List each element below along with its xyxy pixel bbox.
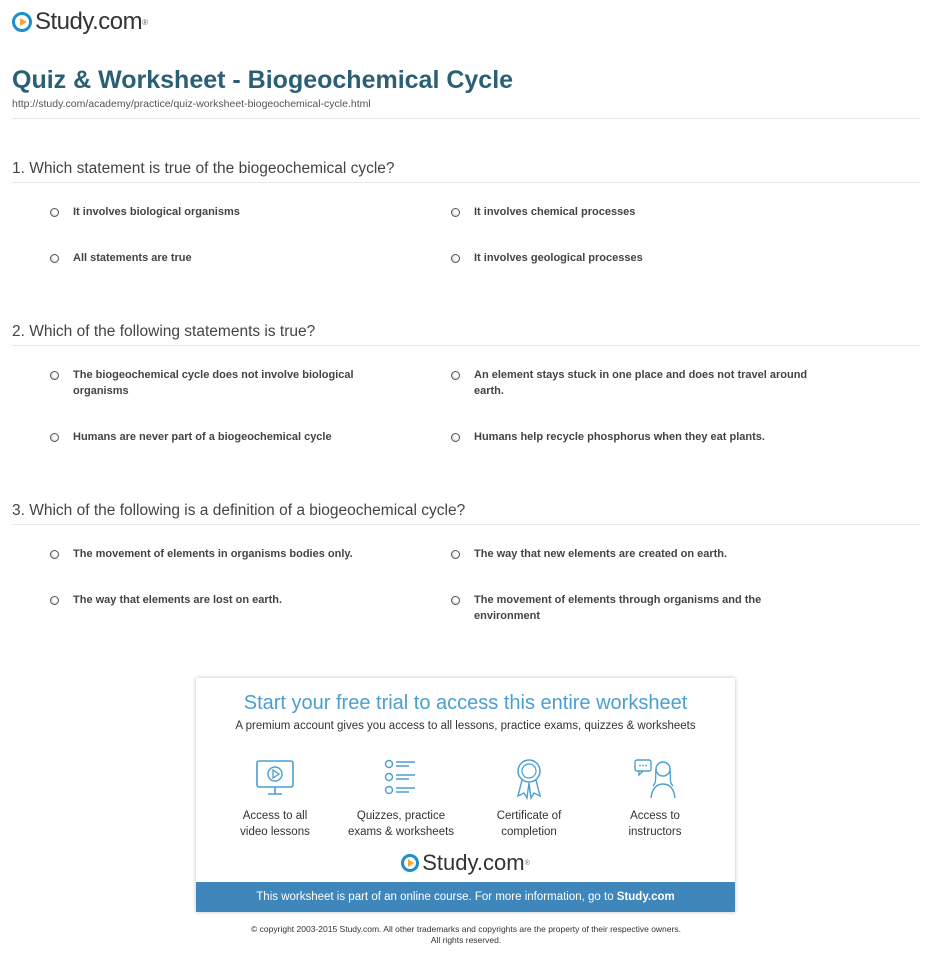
promo-headline[interactable]: Start your free trial to access this entire worksheet	[243, 692, 688, 714]
radio-icon[interactable]	[50, 550, 59, 559]
option-label: The way that new elements are created on earth.	[474, 548, 728, 560]
feature-label: Certificate of completion	[496, 810, 562, 838]
option-label: The movement of elements through organisms and the environment	[474, 594, 762, 622]
checklist-icon	[379, 756, 423, 800]
feature-label: Quizzes, practice exams & worksheets	[347, 810, 455, 838]
radio-icon[interactable]	[50, 596, 59, 605]
question-1-option-b[interactable]	[451, 204, 635, 220]
radio-icon[interactable]	[451, 371, 460, 380]
play-logo-icon	[401, 854, 419, 872]
promo-bar-text: This worksheet is part of an online course. For more information, go to	[256, 891, 617, 903]
option-label: It involves biological organisms	[73, 206, 240, 218]
option-label: All statements are true	[73, 252, 192, 264]
promo-subline: A premium account gives you access to all lessons, practice exams, quizzes & worksheets	[235, 720, 696, 732]
radio-icon[interactable]	[451, 596, 460, 605]
question-2-option-c[interactable]	[50, 429, 332, 445]
question-2-option-b[interactable]	[451, 367, 807, 399]
feature-instructors	[590, 756, 720, 840]
option-label: The movement of elements in organisms bodies only.	[73, 548, 353, 560]
question-1-option-c[interactable]	[50, 250, 192, 266]
brand-trademark: ®	[142, 17, 149, 27]
feature-certificate	[464, 756, 594, 840]
question-1-option-a[interactable]	[50, 204, 240, 220]
question-2-option-d[interactable]	[451, 429, 765, 445]
radio-icon[interactable]	[50, 433, 59, 442]
feature-video-lessons	[210, 756, 340, 840]
radio-icon[interactable]	[50, 208, 59, 217]
promo-brand-name: Study.com	[422, 850, 525, 875]
question-3-title: 3. Which of the following is a definition of a biogeochemical cycle?	[12, 502, 466, 519]
brand-name: Study.com	[35, 8, 143, 35]
question-3-option-b[interactable]	[451, 546, 727, 562]
instructor-icon	[633, 756, 677, 800]
radio-icon[interactable]	[451, 433, 460, 442]
radio-icon[interactable]	[451, 550, 460, 559]
feature-label: Access to all video lessons	[240, 810, 310, 838]
question-1-title: 1. Which statement is true of the biogeochemical cycle?	[12, 160, 395, 177]
option-label: It involves chemical processes	[474, 206, 636, 218]
page-url[interactable]: http://study.com/academy/practice/quiz-worksheet-biogeochemical-cycle.html	[12, 98, 371, 110]
option-label: An element stays stuck in one place and does not travel around earth.	[474, 369, 808, 397]
question-3-option-c[interactable]	[50, 592, 282, 608]
question-1-option-d[interactable]	[451, 250, 643, 266]
copyright-notice	[0, 924, 932, 946]
option-label: The biogeochemical cycle does not involve biological organisms	[73, 369, 354, 397]
radio-icon[interactable]	[50, 254, 59, 263]
promo-brand-trademark: ®	[524, 859, 530, 867]
free-trial-promo	[196, 678, 735, 912]
option-label: Humans help recycle phosphorus when they eat plants.	[474, 431, 765, 443]
question-3-option-a[interactable]	[50, 546, 353, 562]
option-label: It involves geological processes	[474, 252, 643, 264]
study-logo[interactable]	[12, 8, 148, 36]
question-2-option-a[interactable]	[50, 367, 354, 399]
radio-icon[interactable]	[451, 254, 460, 263]
promo-info-bar	[196, 882, 735, 912]
header-divider	[12, 118, 920, 119]
question-3-option-d[interactable]	[451, 592, 761, 624]
page-title: Quiz & Worksheet - Biogeochemical Cycle	[12, 66, 514, 94]
promo-bar-link[interactable]: Study.com	[616, 891, 675, 903]
radio-icon[interactable]	[451, 208, 460, 217]
question-1-divider	[12, 182, 920, 183]
question-2-title: 2. Which of the following statements is true?	[12, 323, 316, 340]
copyright-line-1: © copyright 2003-2015 Study.com. All other trademarks and copyrights are the property of their respective owners.	[251, 924, 681, 934]
feature-quizzes	[336, 756, 466, 840]
radio-icon[interactable]	[50, 371, 59, 380]
promo-study-logo[interactable]	[196, 850, 735, 876]
feature-label: Access to instructors	[628, 810, 682, 838]
question-2-divider	[12, 345, 920, 346]
option-label: Humans are never part of a biogeochemical cycle	[73, 431, 332, 443]
option-label: The way that elements are lost on earth.	[73, 594, 283, 606]
certificate-icon	[507, 756, 551, 800]
video-lesson-icon	[253, 756, 297, 800]
question-3-divider	[12, 524, 920, 525]
play-logo-icon	[12, 12, 32, 32]
copyright-line-2: All rights reserved.	[430, 935, 502, 945]
